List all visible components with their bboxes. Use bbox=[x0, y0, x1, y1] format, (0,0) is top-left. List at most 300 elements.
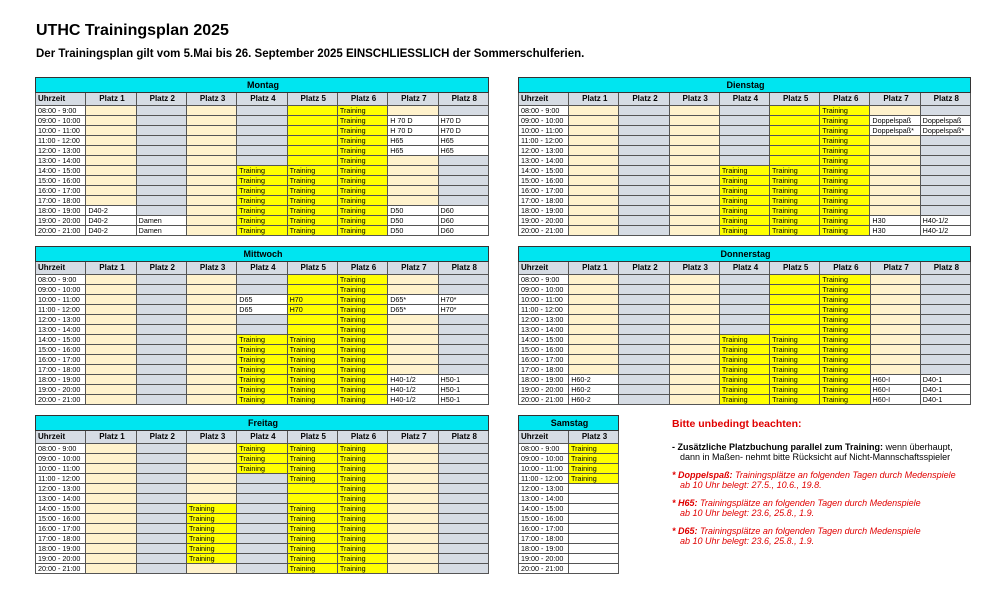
court-cell bbox=[569, 106, 619, 116]
court-cell bbox=[920, 315, 970, 325]
court-cell bbox=[186, 186, 236, 196]
court-cell: H65 bbox=[438, 146, 489, 156]
court-cell bbox=[237, 285, 287, 295]
court-cell: Training bbox=[820, 395, 870, 405]
column-header-platz-8: Platz 8 bbox=[920, 93, 970, 106]
court-cell bbox=[669, 285, 719, 295]
court-cell bbox=[870, 106, 920, 116]
court-cell bbox=[619, 275, 669, 285]
court-cell: Training bbox=[237, 454, 287, 464]
court-cell bbox=[569, 196, 619, 206]
court-cell: Damen bbox=[136, 216, 186, 226]
column-header-platz-3: Platz 3 bbox=[186, 431, 236, 444]
court-cell bbox=[287, 494, 337, 504]
time-cell: 13:00 - 14:00 bbox=[519, 494, 569, 504]
court-cell bbox=[388, 335, 438, 345]
court-cell bbox=[388, 454, 438, 464]
court-cell bbox=[388, 444, 438, 454]
table-row bbox=[519, 395, 971, 405]
court-cell bbox=[438, 365, 489, 375]
court-cell: Training bbox=[337, 106, 387, 116]
court-cell: Training bbox=[237, 464, 287, 474]
court-cell: Training bbox=[237, 206, 287, 216]
court-cell bbox=[669, 126, 719, 136]
court-cell bbox=[136, 544, 186, 554]
court-cell: Training bbox=[820, 275, 870, 285]
table-row bbox=[36, 375, 489, 385]
court-cell bbox=[136, 464, 186, 474]
court-cell: Training bbox=[337, 514, 387, 524]
court-cell bbox=[569, 315, 619, 325]
court-cell: H60-2 bbox=[569, 385, 619, 395]
court-cell: Training bbox=[237, 176, 287, 186]
court-cell: Training bbox=[287, 375, 337, 385]
court-cell: Training bbox=[186, 534, 236, 544]
court-cell bbox=[136, 494, 186, 504]
table-row bbox=[36, 395, 489, 405]
time-cell: 19:00 - 20:00 bbox=[519, 216, 569, 226]
note-h65-line2: ab 10 Uhr belegt: 23.6, 25.8., 1.9. bbox=[680, 508, 815, 518]
court-cell: Training bbox=[820, 186, 870, 196]
court-cell bbox=[719, 116, 769, 126]
time-cell: 08:00 - 9:00 bbox=[36, 275, 86, 285]
court-cell: Training bbox=[287, 514, 337, 524]
time-cell: 20:00 - 21:00 bbox=[36, 395, 86, 405]
column-header-platz-3: Platz 3 bbox=[186, 262, 236, 275]
court-cell bbox=[287, 116, 337, 126]
time-cell: 15:00 - 16:00 bbox=[519, 345, 569, 355]
column-header-platz-7: Platz 7 bbox=[870, 262, 920, 275]
court-cell bbox=[237, 106, 287, 116]
time-cell: 16:00 - 17:00 bbox=[36, 524, 86, 534]
court-cell bbox=[669, 166, 719, 176]
time-cell: 12:00 - 13:00 bbox=[519, 146, 569, 156]
court-cell bbox=[870, 365, 920, 375]
court-cell: H60-2 bbox=[569, 375, 619, 385]
court-cell: D65 bbox=[237, 305, 287, 315]
time-cell: 15:00 - 16:00 bbox=[36, 514, 86, 524]
column-header-platz-4: Platz 4 bbox=[237, 93, 287, 106]
court-cell: H50-1 bbox=[438, 385, 489, 395]
table-row bbox=[519, 285, 971, 295]
day-header-dienstag: Dienstag bbox=[519, 78, 971, 93]
court-cell bbox=[86, 395, 136, 405]
court-cell: Training bbox=[719, 355, 769, 365]
court-cell: Training bbox=[719, 375, 769, 385]
schedule-table-donnerstag bbox=[518, 246, 971, 405]
court-cell bbox=[569, 126, 619, 136]
court-cell: Training bbox=[237, 196, 287, 206]
court-cell bbox=[569, 504, 619, 514]
court-cell bbox=[870, 206, 920, 216]
time-cell: 09:00 - 10:00 bbox=[36, 116, 86, 126]
table-row bbox=[519, 444, 619, 454]
time-cell: 16:00 - 17:00 bbox=[519, 524, 569, 534]
court-cell bbox=[388, 524, 438, 534]
column-header-platz-1: Platz 1 bbox=[569, 262, 619, 275]
column-header-platz-5: Platz 5 bbox=[287, 262, 337, 275]
court-cell: H70* bbox=[438, 295, 489, 305]
court-cell bbox=[770, 126, 820, 136]
court-cell bbox=[669, 355, 719, 365]
court-cell bbox=[920, 335, 970, 345]
court-cell bbox=[569, 275, 619, 285]
court-cell: Training bbox=[719, 176, 769, 186]
court-cell bbox=[438, 514, 489, 524]
court-cell: Training bbox=[820, 315, 870, 325]
court-cell bbox=[770, 275, 820, 285]
table-row bbox=[36, 534, 489, 544]
court-cell bbox=[920, 156, 970, 166]
table-row bbox=[519, 504, 619, 514]
court-cell: Training bbox=[237, 186, 287, 196]
court-cell bbox=[186, 136, 236, 146]
court-cell bbox=[438, 504, 489, 514]
court-cell: Training bbox=[770, 216, 820, 226]
table-row bbox=[36, 186, 489, 196]
court-cell bbox=[770, 146, 820, 156]
court-cell bbox=[770, 106, 820, 116]
court-cell: Training bbox=[337, 464, 387, 474]
time-cell: 13:00 - 14:00 bbox=[36, 325, 86, 335]
court-cell bbox=[669, 136, 719, 146]
court-cell bbox=[136, 395, 186, 405]
court-cell bbox=[86, 534, 136, 544]
court-cell bbox=[388, 464, 438, 474]
court-cell: Training bbox=[237, 385, 287, 395]
time-cell: 14:00 - 15:00 bbox=[519, 335, 569, 345]
court-cell bbox=[136, 514, 186, 524]
court-cell bbox=[136, 444, 186, 454]
time-cell: 14:00 - 15:00 bbox=[519, 504, 569, 514]
court-cell: H 70 D bbox=[388, 126, 438, 136]
table-row bbox=[519, 116, 971, 126]
note-d65 bbox=[672, 526, 992, 546]
time-cell: 18:00 - 19:00 bbox=[519, 544, 569, 554]
court-cell: Training bbox=[719, 385, 769, 395]
court-cell bbox=[237, 156, 287, 166]
court-cell bbox=[237, 534, 287, 544]
court-cell bbox=[86, 176, 136, 186]
court-cell bbox=[86, 126, 136, 136]
court-cell: D40-2 bbox=[86, 206, 136, 216]
court-cell: H60-I bbox=[870, 395, 920, 405]
court-cell: Training bbox=[337, 395, 387, 405]
time-cell: 09:00 - 10:00 bbox=[36, 285, 86, 295]
court-cell bbox=[86, 106, 136, 116]
court-cell bbox=[237, 554, 287, 564]
column-header-platz-1: Platz 1 bbox=[86, 431, 136, 444]
court-cell bbox=[86, 454, 136, 464]
table-row bbox=[36, 126, 489, 136]
court-cell bbox=[569, 156, 619, 166]
court-cell: Training bbox=[770, 206, 820, 216]
court-cell bbox=[186, 106, 236, 116]
note-d65-line2: ab 10 Uhr belegt: 23.6, 25.8., 1.9. bbox=[680, 536, 815, 546]
court-cell bbox=[438, 315, 489, 325]
court-cell bbox=[186, 116, 236, 126]
court-cell bbox=[669, 325, 719, 335]
court-cell bbox=[619, 106, 669, 116]
court-cell bbox=[569, 365, 619, 375]
court-cell bbox=[438, 156, 489, 166]
court-cell: D50 bbox=[388, 216, 438, 226]
column-header-platz-6: Platz 6 bbox=[820, 93, 870, 106]
note-doppelspass-line1: Trainingsplätze an folgenden Tagen durch Medenspiele bbox=[735, 470, 956, 480]
court-cell: Training bbox=[287, 365, 337, 375]
table-row bbox=[519, 474, 619, 484]
time-cell: 11:00 - 12:00 bbox=[36, 474, 86, 484]
column-header-platz-3: Platz 3 bbox=[186, 93, 236, 106]
court-cell bbox=[870, 166, 920, 176]
court-cell bbox=[287, 126, 337, 136]
court-cell bbox=[237, 564, 287, 574]
court-cell bbox=[136, 484, 186, 494]
table-row bbox=[519, 534, 619, 544]
court-cell bbox=[287, 484, 337, 494]
court-cell: H65 bbox=[388, 136, 438, 146]
court-cell bbox=[719, 136, 769, 146]
court-cell bbox=[619, 196, 669, 206]
time-cell: 15:00 - 16:00 bbox=[519, 176, 569, 186]
court-cell: Training bbox=[820, 126, 870, 136]
court-cell bbox=[136, 325, 186, 335]
table-row bbox=[36, 116, 489, 126]
court-cell: Training bbox=[569, 464, 619, 474]
court-cell bbox=[719, 126, 769, 136]
time-cell: 13:00 - 14:00 bbox=[36, 494, 86, 504]
column-header-platz-2: Platz 2 bbox=[136, 93, 186, 106]
court-cell bbox=[619, 335, 669, 345]
court-cell: Training bbox=[337, 325, 387, 335]
table-row bbox=[519, 146, 971, 156]
court-cell: Training bbox=[186, 554, 236, 564]
court-cell bbox=[438, 554, 489, 564]
table-row bbox=[36, 136, 489, 146]
court-cell bbox=[870, 285, 920, 295]
court-cell bbox=[920, 176, 970, 186]
court-cell: Training bbox=[337, 454, 387, 464]
court-cell bbox=[136, 355, 186, 365]
column-header-platz-3: Platz 3 bbox=[569, 431, 619, 444]
court-cell: D40-1 bbox=[920, 395, 970, 405]
table-row bbox=[36, 305, 489, 315]
court-cell bbox=[86, 315, 136, 325]
column-header-row bbox=[519, 93, 971, 106]
court-cell bbox=[719, 156, 769, 166]
table-row bbox=[36, 146, 489, 156]
court-cell bbox=[237, 116, 287, 126]
court-cell: Training bbox=[237, 345, 287, 355]
column-header-platz-4: Platz 4 bbox=[719, 93, 769, 106]
court-cell: Training bbox=[337, 444, 387, 454]
court-cell: Training bbox=[719, 166, 769, 176]
court-cell bbox=[388, 504, 438, 514]
time-cell: 09:00 - 10:00 bbox=[519, 116, 569, 126]
court-cell bbox=[136, 186, 186, 196]
time-cell: 18:00 - 19:00 bbox=[519, 375, 569, 385]
court-cell bbox=[186, 325, 236, 335]
court-cell bbox=[287, 156, 337, 166]
time-cell: 19:00 - 20:00 bbox=[36, 216, 86, 226]
court-cell: Training bbox=[337, 206, 387, 216]
court-cell bbox=[136, 106, 186, 116]
court-cell bbox=[388, 534, 438, 544]
court-cell bbox=[619, 395, 669, 405]
court-cell: Training bbox=[287, 216, 337, 226]
court-cell bbox=[438, 494, 489, 504]
court-cell bbox=[920, 186, 970, 196]
court-cell bbox=[438, 106, 489, 116]
court-cell bbox=[719, 315, 769, 325]
court-cell bbox=[136, 345, 186, 355]
note-platzbuchung-line1: wenn überhaupt, bbox=[885, 442, 953, 452]
court-cell bbox=[237, 325, 287, 335]
court-cell: Training bbox=[237, 226, 287, 236]
court-cell bbox=[86, 196, 136, 206]
court-cell bbox=[669, 395, 719, 405]
court-cell bbox=[569, 166, 619, 176]
column-header-platz-4: Platz 4 bbox=[237, 431, 287, 444]
court-cell bbox=[237, 504, 287, 514]
court-cell bbox=[86, 116, 136, 126]
time-cell: 09:00 - 10:00 bbox=[36, 454, 86, 464]
court-cell bbox=[186, 156, 236, 166]
table-row bbox=[519, 226, 971, 236]
court-cell: Training bbox=[820, 355, 870, 365]
court-cell bbox=[870, 325, 920, 335]
court-cell: H70 bbox=[287, 295, 337, 305]
court-cell: D65* bbox=[388, 305, 438, 315]
court-cell: Training bbox=[337, 355, 387, 365]
time-cell: 13:00 - 14:00 bbox=[519, 156, 569, 166]
court-cell: Training bbox=[770, 166, 820, 176]
court-cell: Training bbox=[719, 206, 769, 216]
column-header-platz-2: Platz 2 bbox=[136, 262, 186, 275]
court-cell bbox=[186, 295, 236, 305]
court-cell: H40-1/2 bbox=[920, 216, 970, 226]
court-cell bbox=[619, 315, 669, 325]
court-cell bbox=[920, 196, 970, 206]
court-cell bbox=[186, 454, 236, 464]
court-cell: Training bbox=[337, 494, 387, 504]
table-row bbox=[36, 295, 489, 305]
table-row bbox=[36, 325, 489, 335]
court-cell bbox=[619, 156, 669, 166]
court-cell bbox=[86, 554, 136, 564]
court-cell bbox=[136, 146, 186, 156]
court-cell bbox=[287, 275, 337, 285]
court-cell bbox=[186, 365, 236, 375]
court-cell bbox=[86, 514, 136, 524]
court-cell bbox=[569, 325, 619, 335]
court-cell bbox=[388, 355, 438, 365]
day-header-row bbox=[519, 78, 971, 93]
court-cell bbox=[669, 116, 719, 126]
court-cell bbox=[569, 524, 619, 534]
day-header-freitag: Freitag bbox=[36, 416, 489, 431]
court-cell bbox=[669, 385, 719, 395]
table-row bbox=[36, 544, 489, 554]
time-cell: 12:00 - 13:00 bbox=[36, 315, 86, 325]
court-cell bbox=[287, 285, 337, 295]
note-platzbuchung-line2: dann in Maßen- nehmt bitte Rücksicht auf Nicht-Mannschaftsspieler bbox=[680, 452, 951, 462]
court-cell bbox=[770, 156, 820, 166]
time-cell: 19:00 - 20:00 bbox=[519, 554, 569, 564]
time-cell: 15:00 - 16:00 bbox=[519, 514, 569, 524]
table-row bbox=[36, 285, 489, 295]
court-cell bbox=[136, 365, 186, 375]
court-cell bbox=[669, 176, 719, 186]
court-cell: H50-1 bbox=[438, 375, 489, 385]
time-cell: 16:00 - 17:00 bbox=[36, 355, 86, 365]
court-cell bbox=[388, 484, 438, 494]
court-cell bbox=[388, 275, 438, 285]
court-cell bbox=[438, 534, 489, 544]
time-cell: 20:00 - 21:00 bbox=[36, 226, 86, 236]
court-cell: Training bbox=[820, 106, 870, 116]
table-row bbox=[36, 524, 489, 534]
notes-title: Bitte unbedingt beachten: bbox=[672, 418, 802, 430]
court-cell bbox=[86, 464, 136, 474]
table-row bbox=[519, 176, 971, 186]
court-cell bbox=[870, 295, 920, 305]
table-row bbox=[36, 454, 489, 464]
court-cell: Training bbox=[820, 196, 870, 206]
court-cell bbox=[920, 345, 970, 355]
court-cell: Training bbox=[337, 484, 387, 494]
court-cell: D65 bbox=[237, 295, 287, 305]
court-cell bbox=[186, 375, 236, 385]
court-cell bbox=[669, 106, 719, 116]
court-cell bbox=[920, 146, 970, 156]
time-cell: 08:00 - 9:00 bbox=[36, 444, 86, 454]
table-row bbox=[519, 106, 971, 116]
court-cell bbox=[619, 305, 669, 315]
court-cell: Training bbox=[719, 216, 769, 226]
court-cell bbox=[438, 166, 489, 176]
court-cell: H40-1/2 bbox=[920, 226, 970, 236]
court-cell: Training bbox=[337, 196, 387, 206]
court-cell bbox=[136, 385, 186, 395]
court-cell: H65 bbox=[388, 146, 438, 156]
court-cell: Training bbox=[287, 345, 337, 355]
court-cell: H70 D bbox=[438, 126, 489, 136]
column-header-uhrzeit: Uhrzeit bbox=[519, 431, 569, 444]
court-cell bbox=[669, 156, 719, 166]
court-cell bbox=[388, 106, 438, 116]
court-cell bbox=[388, 345, 438, 355]
column-header-platz-6: Platz 6 bbox=[337, 93, 387, 106]
court-cell: Training bbox=[337, 186, 387, 196]
court-cell: Training bbox=[569, 474, 619, 484]
note-h65 bbox=[672, 498, 992, 518]
court-cell bbox=[438, 544, 489, 554]
column-header-platz-7: Platz 7 bbox=[388, 431, 438, 444]
column-header-uhrzeit: Uhrzeit bbox=[519, 93, 569, 106]
court-cell: Training bbox=[337, 534, 387, 544]
court-cell: Training bbox=[820, 375, 870, 385]
time-cell: 14:00 - 15:00 bbox=[36, 504, 86, 514]
time-cell: 17:00 - 18:00 bbox=[36, 365, 86, 375]
court-cell: Training bbox=[770, 335, 820, 345]
table-row bbox=[36, 554, 489, 564]
table-row bbox=[519, 305, 971, 315]
court-cell bbox=[136, 554, 186, 564]
court-cell bbox=[186, 216, 236, 226]
time-cell: 11:00 - 12:00 bbox=[36, 305, 86, 315]
court-cell: Training bbox=[820, 295, 870, 305]
